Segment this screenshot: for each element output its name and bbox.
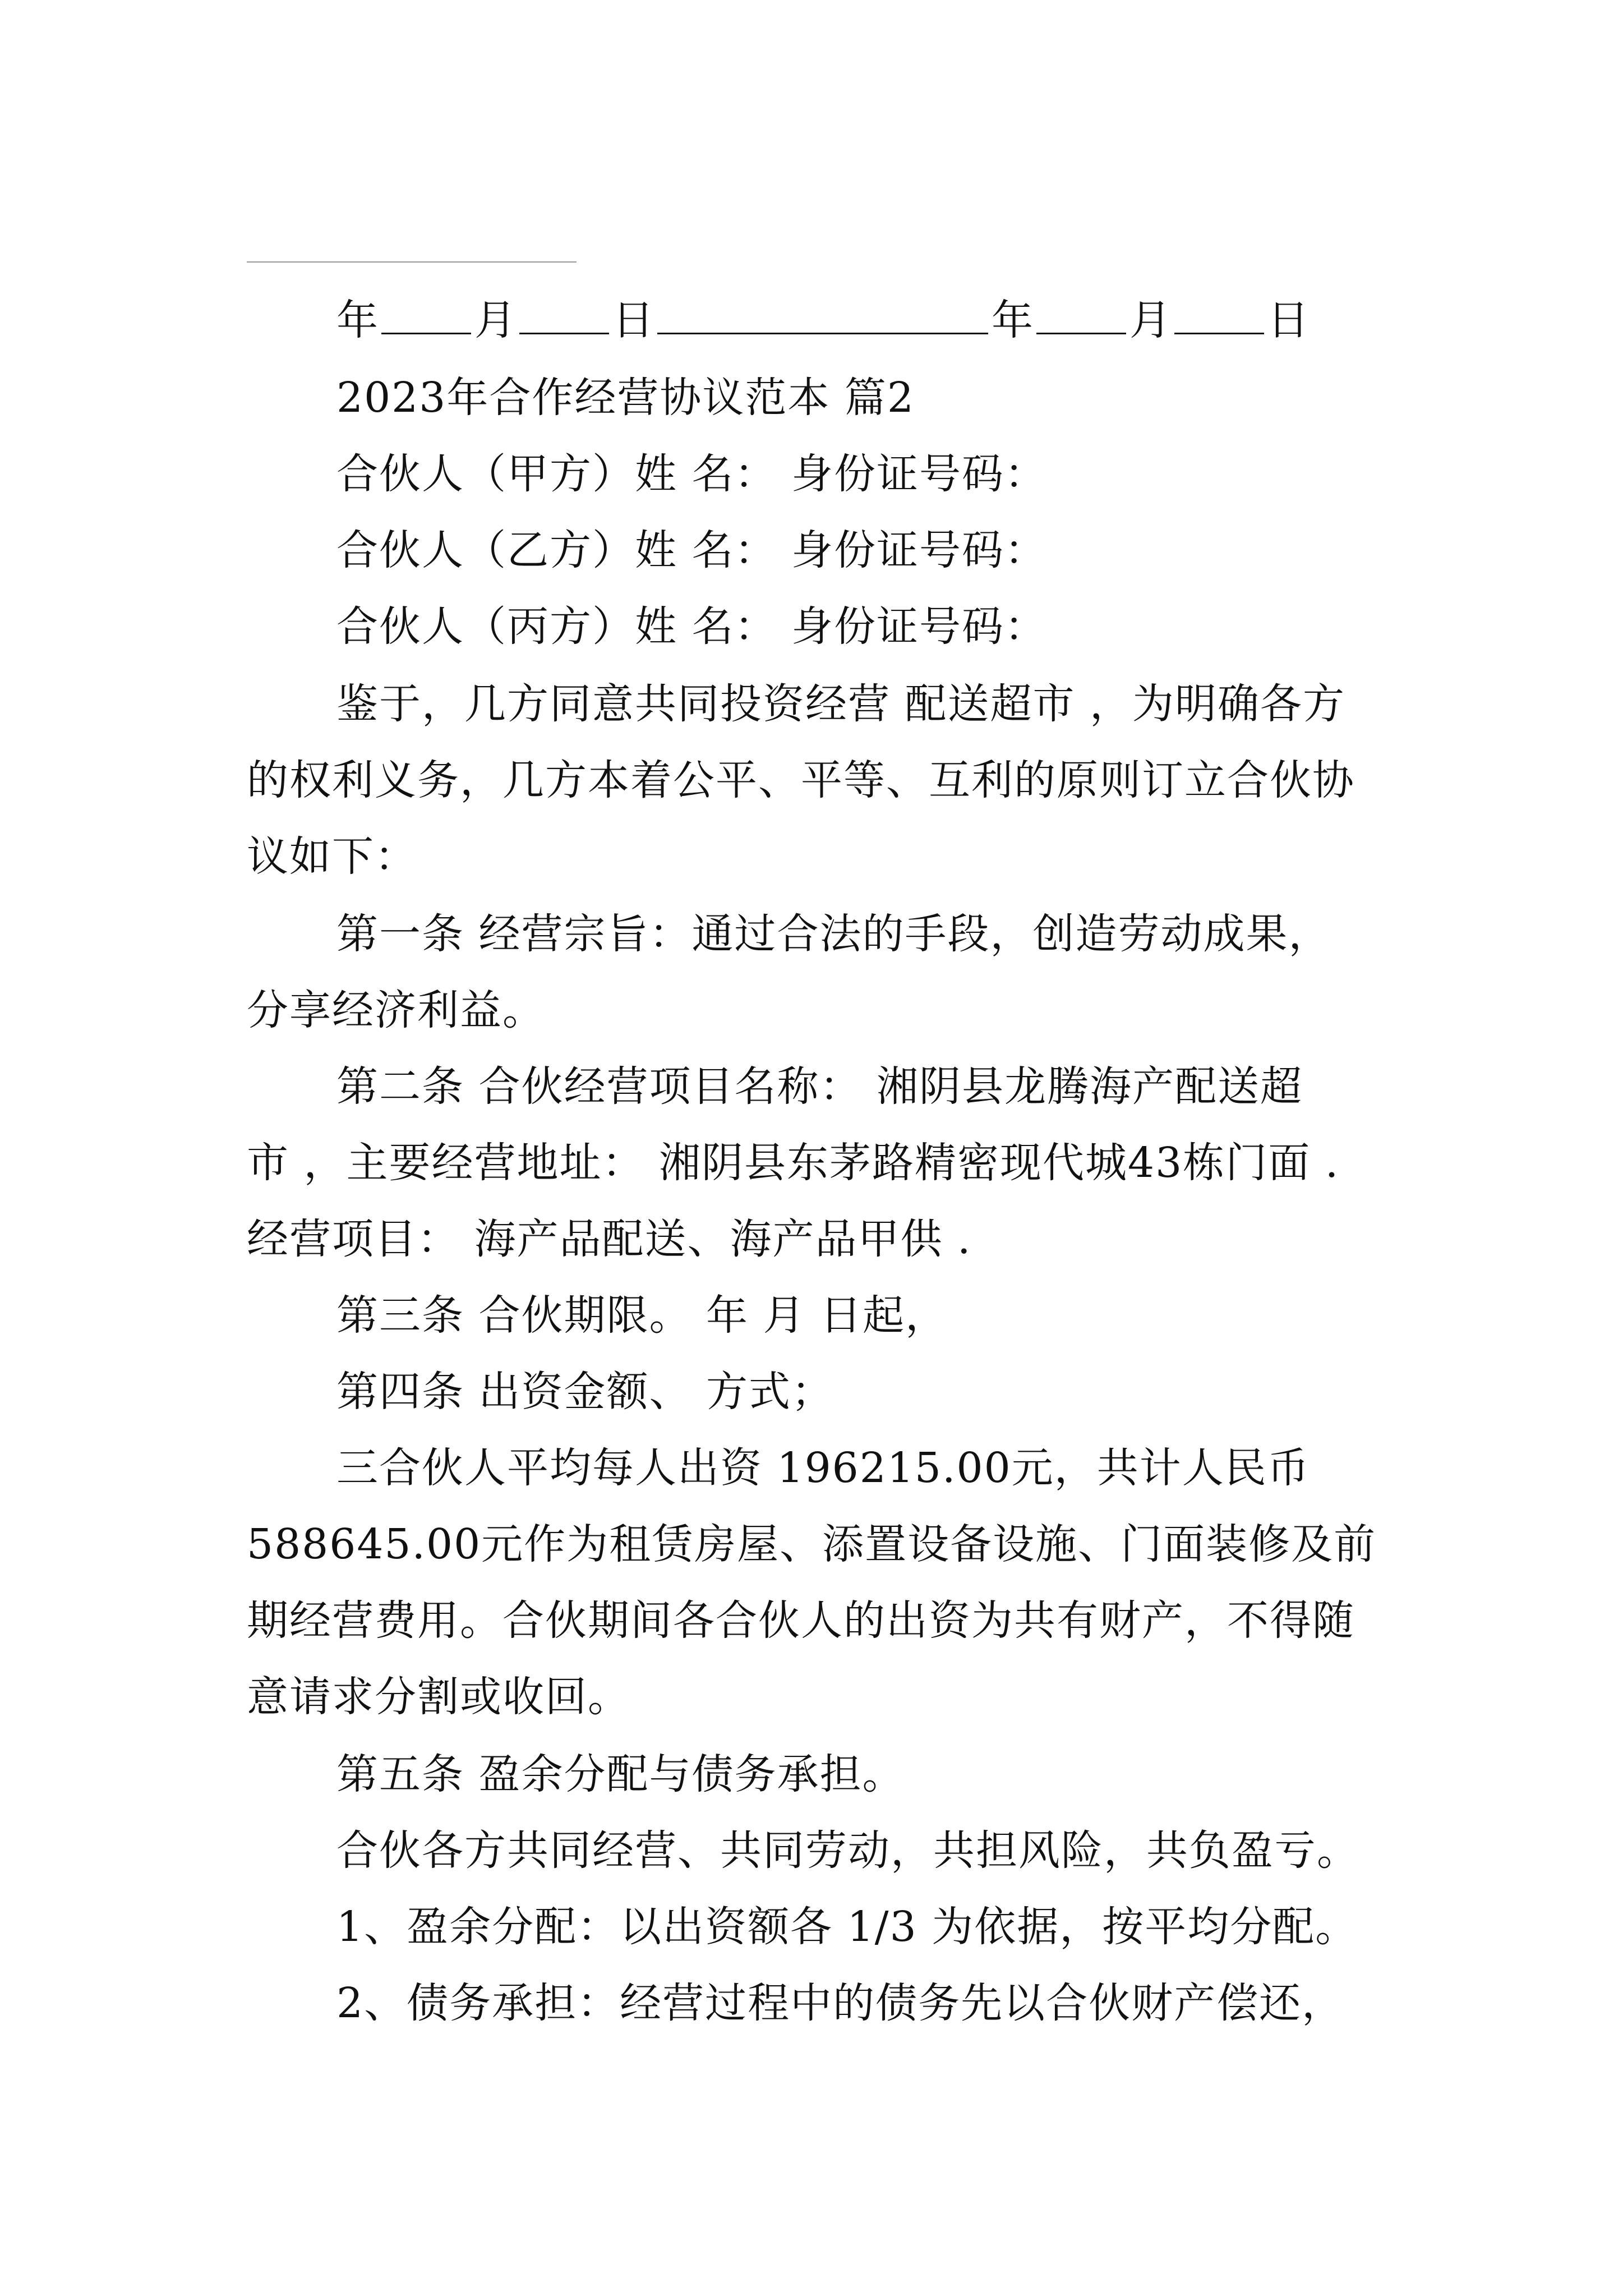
article-4-body-line: 期经营费用。合伙期间各合伙人的出资为共有财产，不得随 — [247, 1596, 1355, 1645]
article-3-line: 第三条 合伙期限。 年 月 日起， — [336, 1291, 948, 1340]
article-4-body-line: 意请求分割或收回。 — [247, 1673, 630, 1721]
date-year: 年 — [992, 296, 1033, 344]
date-blank — [1036, 298, 1126, 334]
date-day: 日 — [1267, 296, 1309, 344]
article-5-body: 合伙各方共同经营、共同劳动，共担风险，共负盈亏。 — [336, 1826, 1359, 1875]
article-1-line: 第一条 经营宗旨：通过合法的手段，创造劳动成果， — [336, 910, 1331, 958]
article-2-line: 市 ，主要经营地址： 湘阴县东茅路精密现代城43栋门面 . — [247, 1139, 1340, 1187]
date-year: 年 — [336, 296, 378, 344]
document-heading: 2023年合作经营协议范本 篇2 — [336, 374, 915, 422]
preamble-line: 鉴于，几方同意共同投资经营 配送超市 ，为明确各方 — [336, 680, 1346, 728]
list-item: 1、盈余分配：以出资额各 1/3 为依据，按平均分配。 — [336, 1903, 1358, 1951]
date-day: 日 — [612, 296, 654, 344]
partner-line: 合伙人（甲方）姓 名： 身份证号码： — [336, 450, 1048, 498]
article-5-heading: 第五条 盈余分配与债务承担。 — [336, 1750, 905, 1798]
date-blank — [657, 298, 988, 334]
date-blank — [381, 298, 471, 334]
signature-date-line — [336, 295, 1309, 346]
top-separator — [247, 261, 577, 263]
partner-line: 合伙人（乙方）姓 名： 身份证号码： — [336, 526, 1048, 574]
article-1-line: 分享经济利益。 — [247, 986, 545, 1034]
date-blank — [1174, 298, 1264, 334]
article-4-heading: 第四条 出资金额、 方式； — [336, 1368, 834, 1416]
article-4-body-line: 588645.00元作为租赁房屋、添置设备设施、门面装修及前 — [247, 1520, 1377, 1568]
article-2-line: 经营项目： 海产品配送、海产品甲供 . — [247, 1215, 972, 1263]
article-4-body-line: 三合伙人平均每人出资 196215.00元，共计人民币 — [336, 1444, 1310, 1492]
date-month: 月 — [1129, 296, 1171, 344]
list-item: 2、债务承担：经营过程中的债务先以合伙财产偿还， — [336, 1979, 1345, 2027]
date-month: 月 — [474, 296, 516, 344]
article-2-line: 第二条 合伙经营项目名称： 湘阴县龙腾海产配送超 — [336, 1062, 1303, 1111]
partner-line: 合伙人（丙方）姓 名： 身份证号码： — [336, 602, 1048, 651]
preamble-line: 的权利义务，几方本着公平、平等、互利的原则订立合伙协 — [247, 756, 1355, 804]
date-blank — [519, 298, 609, 334]
preamble-line: 议如下： — [247, 832, 417, 881]
